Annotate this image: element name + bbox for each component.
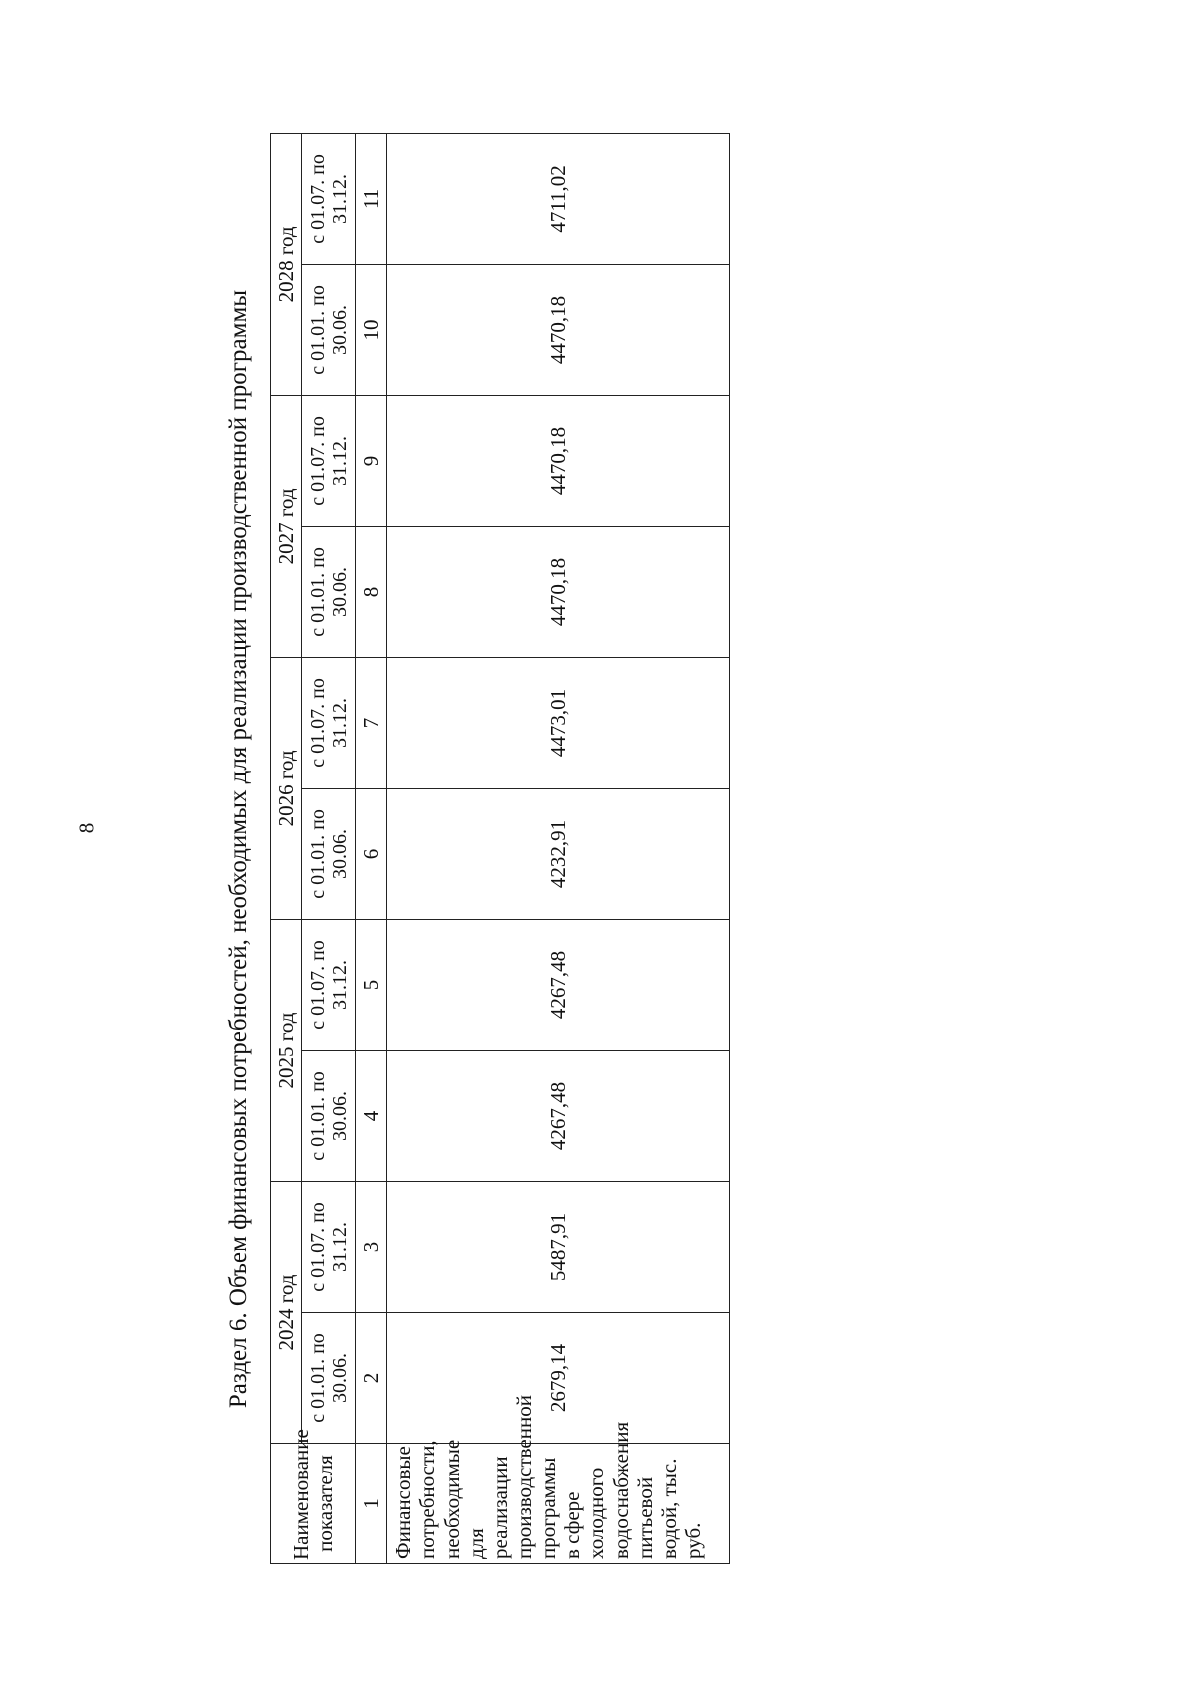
period-header: с 01.07. по 31.12. [302,1181,356,1312]
column-number: 7 [355,657,386,788]
row-label: Финансовые потребности, необходимые для реализации производственной программы в сфере холодного водоснабжения питьевой водой, тыс. руб. [387,1444,730,1564]
period-header: с 01.07. по 31.12. [302,395,356,526]
table-row [387,133,730,1563]
value-cell: 2679,14 [387,1313,730,1444]
page-number: 8 [74,822,99,834]
column-number: 10 [355,264,386,395]
value-cell: 5487,91 [387,1181,730,1312]
column-number: 8 [355,526,386,657]
value-cell: 4267,48 [387,919,730,1050]
column-number: 11 [355,133,386,264]
value-cell: 4473,01 [387,657,730,788]
year-header-2027: 2027 год [271,395,302,657]
financial-needs-table [270,133,730,1564]
year-header-2028: 2028 год [271,133,302,395]
year-header-2024: 2024 год [271,1181,302,1443]
header-row-periods [302,133,356,1563]
period-header: с 01.01. по 30.06. [302,1313,356,1444]
period-header: с 01.01. по 30.06. [302,788,356,919]
value-cell: 4470,18 [387,526,730,657]
period-header: с 01.07. по 31.12. [302,657,356,788]
year-header-2025: 2025 год [271,919,302,1181]
column-number: 2 [355,1313,386,1444]
header-row-years [271,133,302,1563]
period-header: с 01.01. по 30.06. [302,1050,356,1181]
period-header: с 01.01. по 30.06. [302,526,356,657]
rotated-content [220,134,730,1564]
period-header: с 01.01. по 30.06. [302,264,356,395]
column-number-row [355,133,386,1563]
value-cell: 4232,91 [387,788,730,919]
column-number: 4 [355,1050,386,1181]
value-cell: 4267,48 [387,1050,730,1181]
value-cell: 4711,02 [387,133,730,264]
year-header-2026: 2026 год [271,657,302,919]
column-number: 3 [355,1181,386,1312]
period-header: с 01.07. по 31.12. [302,919,356,1050]
section-title: Раздел 6. Объем финансовых потребностей, необходимых для реализации производственной программы [225,289,252,1409]
name-header-cell: Наименование показателя [271,1444,356,1564]
column-number: 5 [355,919,386,1050]
column-number: 9 [355,395,386,526]
column-number: 6 [355,788,386,919]
period-header: с 01.07. по 31.12. [302,133,356,264]
value-cell: 4470,18 [387,395,730,526]
column-number: 1 [355,1444,386,1564]
value-cell: 4470,18 [387,264,730,395]
